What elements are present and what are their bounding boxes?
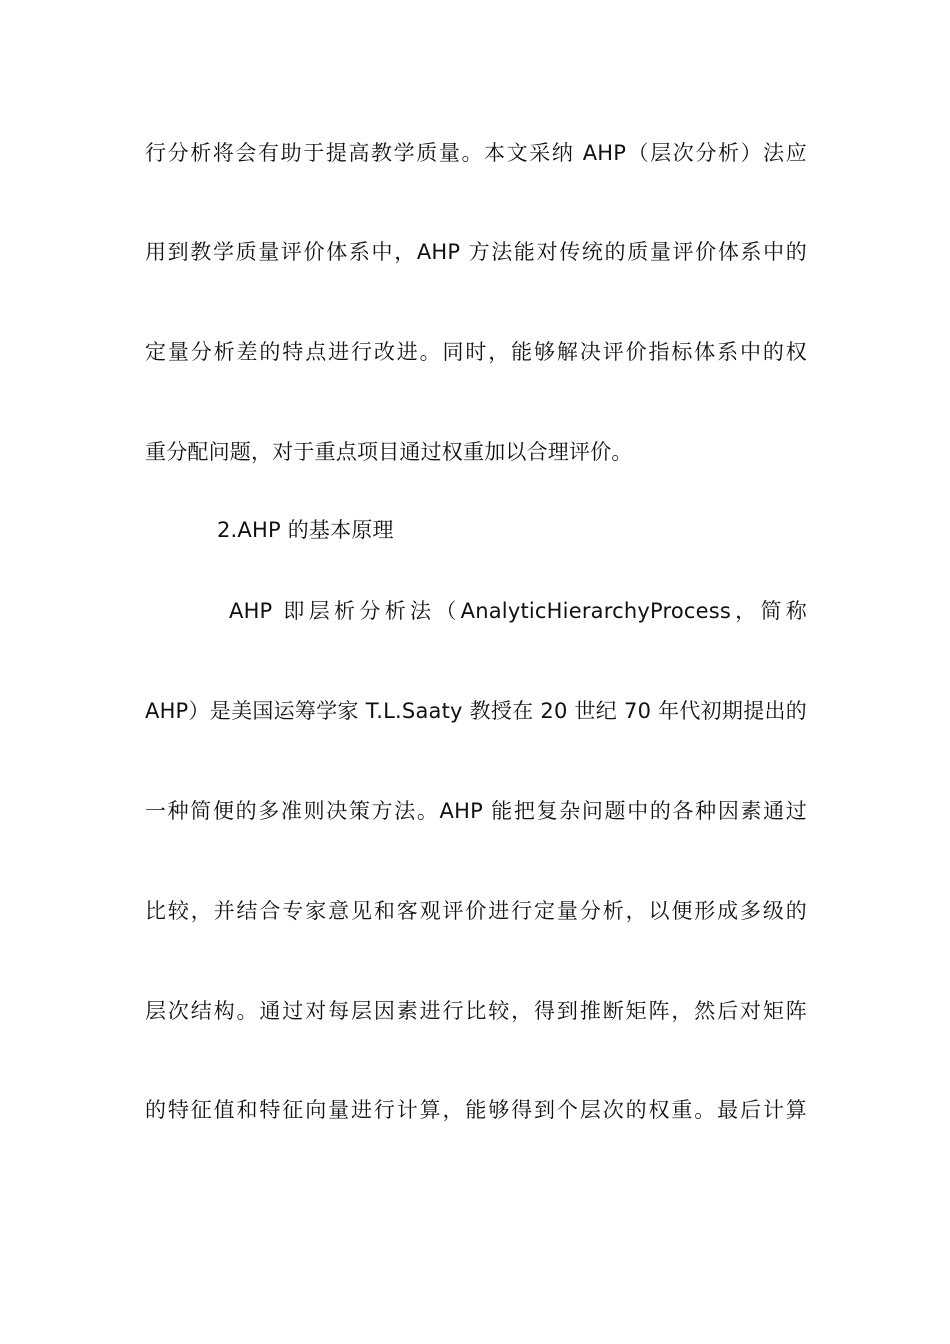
paragraph-1-line-2: 用到教学质量评价体系中，AHP 方法能对传统的质量评价体系中的: [145, 240, 807, 264]
paragraph-1-line-3: 定量分析差的特点进行改进。同时，能够解决评价指标体系中的权: [145, 340, 807, 364]
paragraph-2-line-3: 一种简便的多准则决策方法。AHP 能把复杂问题中的各种因素通过: [145, 799, 807, 823]
paragraph-2-line-6: 的特征值和特征向量进行计算，能够得到个层次的权重。最后计算: [145, 1098, 807, 1122]
paragraph-2-line-4: 比较，并结合专家意见和客观评价进行定量分析，以便形成多级的: [145, 899, 807, 923]
paragraph-2-line-1: AHP 即层析分析法（AnalyticHierarchyProcess，简称: [229, 599, 807, 623]
section-heading: 2.AHP 的基本原理: [217, 518, 394, 542]
paragraph-1-line-4: 重分配问题，对于重点项目通过权重加以合理评价。: [145, 440, 633, 464]
paragraph-1-line-1: 行分析将会有助于提高教学质量。本文采纳 AHP（层次分析）法应: [145, 141, 807, 165]
paragraph-2-line-5: 层次结构。通过对每层因素进行比较，得到推断矩阵，然后对矩阵: [145, 999, 807, 1023]
paragraph-2-line-2: AHP）是美国运筹学家 T.L.Saaty 教授在 20 世纪 70 年代初期提出的: [145, 699, 807, 723]
